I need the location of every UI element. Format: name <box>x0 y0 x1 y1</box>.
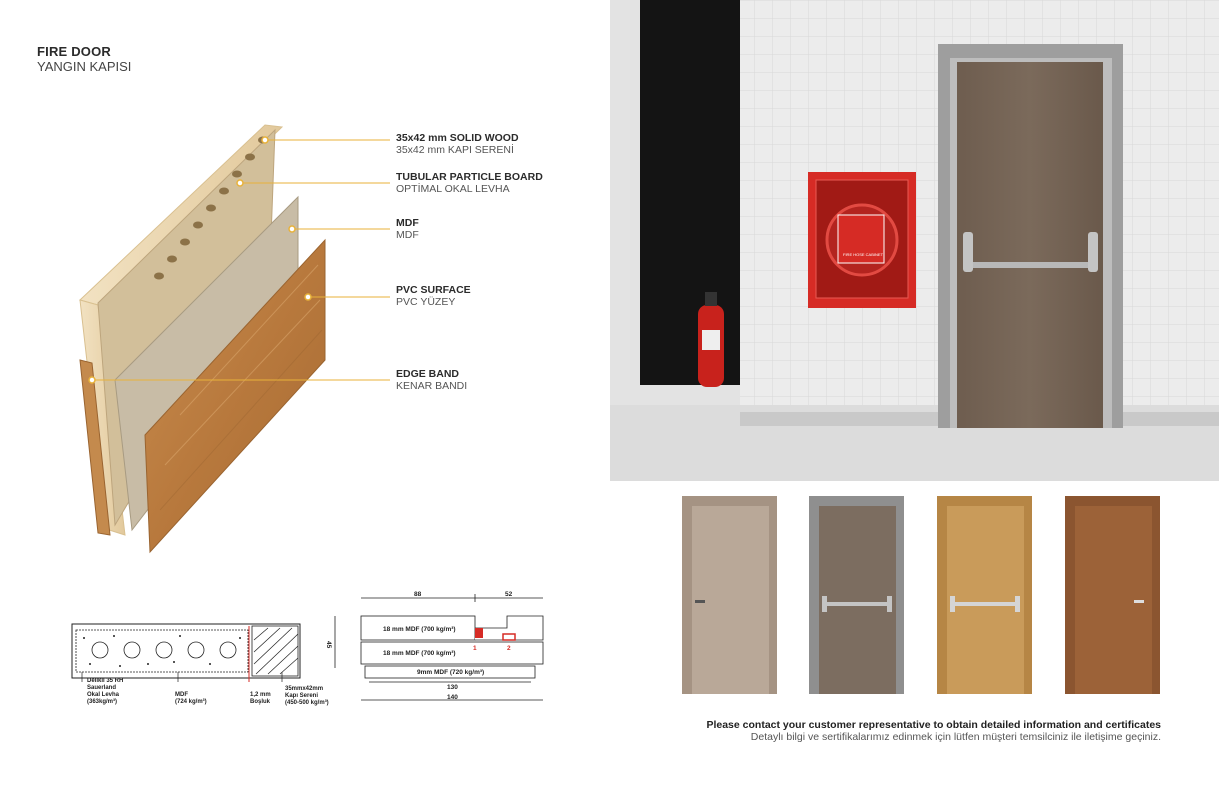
layer-label-tr: MDF <box>396 229 419 241</box>
layer-label-tr: 35x42 mm KAPI SERENİ <box>396 144 514 156</box>
title-tr: YANGIN KAPISI <box>37 59 132 74</box>
label-line: Okal Levha <box>87 692 120 698</box>
label-line: (724 kg/m³) <box>175 699 207 705</box>
layer-label-en: PVC SURFACE <box>396 284 471 296</box>
marker-2: 2 <box>507 645 511 652</box>
door-variant-walnut <box>1065 496 1160 694</box>
dim-140: 140 <box>447 694 458 701</box>
layer-pvc-surface <box>396 284 471 308</box>
layer-label-tr: KENAR BANDI <box>396 380 468 392</box>
dim-88: 88 <box>414 591 422 598</box>
door-variant-grey-panic <box>809 496 904 694</box>
footer-note <box>706 719 1161 743</box>
door-variant-honey-panic <box>937 496 1032 694</box>
layer-label-en: EDGE BAND <box>396 368 460 380</box>
layer-edge-band <box>396 368 467 392</box>
section-label-sereni <box>285 686 329 707</box>
dim-130: 130 <box>447 684 458 691</box>
label-line: (450-500 kg/m³) <box>285 700 329 706</box>
label-line: 1,2 mm <box>250 692 271 698</box>
title-en: FIRE DOOR <box>37 44 112 59</box>
layer-particle-board <box>396 171 543 195</box>
door-variants <box>682 496 1162 696</box>
layer-label-tr: PVC YÜZEY <box>396 296 456 308</box>
label-line: Sauerland <box>87 685 117 691</box>
cabinet-label: FIRE HOSE CABINET <box>843 252 884 257</box>
layer-mdf <box>396 217 419 241</box>
footer-tr: Detaylı bilgi ve sertifikalarımız edinmek için lütfen müşteri temsilciniz ile iletişime geçiniz. <box>750 731 1161 743</box>
layer-label-en: TUBULAR PARTICLE BOARD <box>396 171 543 183</box>
label-line: Boşluk <box>250 699 271 705</box>
mdf-row-1: 18 mm MDF (700 kg/m³) <box>383 626 456 633</box>
section-label-mdf <box>175 692 207 706</box>
label-line: (363kg/m³) <box>87 699 118 705</box>
mdf-row-2: 18 mm MDF (700 kg/m³) <box>383 650 456 657</box>
section-label-gap <box>250 692 271 706</box>
label-line: Kapı Sereni <box>285 693 319 699</box>
layer-label-tr: OPTİMAL OKAL LEVHA <box>396 183 510 195</box>
layer-label-en: MDF <box>396 217 419 229</box>
door-variant-light-oak <box>682 496 777 694</box>
label-line: MDF <box>175 692 188 698</box>
label-line: 35mmx42mm <box>285 686 324 692</box>
room-scene-image <box>610 0 1219 481</box>
layer-solid-wood <box>396 132 519 156</box>
label-line: Delikli 35 RH <box>87 678 124 684</box>
footer-en: Please contact your customer representative to obtain detailed information and certificates <box>706 719 1161 731</box>
mdf-row-3: 9mm MDF (720 kg/m³) <box>417 669 485 676</box>
marker-1: 1 <box>473 645 477 652</box>
dim-52: 52 <box>505 591 513 598</box>
cross-section-left <box>70 620 305 682</box>
cross-section-right <box>325 588 555 706</box>
leader-lines <box>0 0 400 400</box>
section-label-okal <box>87 678 123 706</box>
dim-45: 45 <box>325 641 332 649</box>
layer-label-en: 35x42 mm SOLID WOOD <box>396 132 519 144</box>
